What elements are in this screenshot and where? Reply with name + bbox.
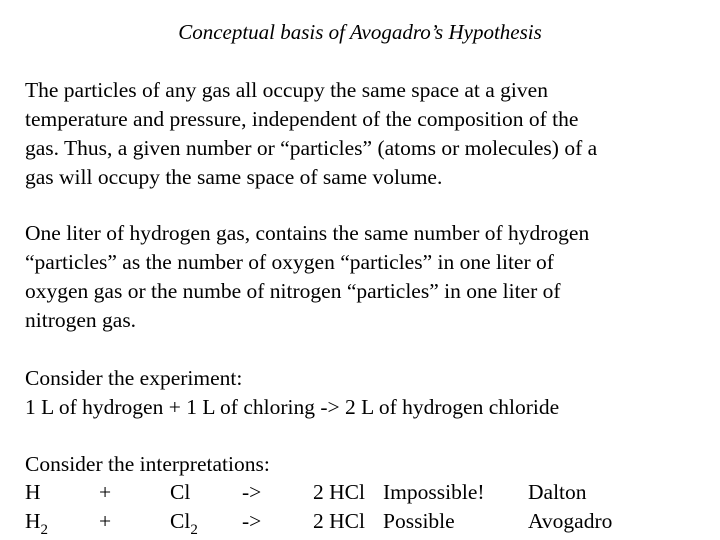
plus-sign: + <box>99 480 112 504</box>
reaction-arrow: -> <box>242 509 262 533</box>
reactant-hydrogen: H <box>25 480 41 504</box>
slide-title: Conceptual basis of Avogadro’s Hypothesis <box>178 20 542 44</box>
paragraph-one-liter <box>25 219 695 335</box>
reactant-chlorine: Cl <box>170 480 191 504</box>
experiment-section <box>25 364 695 422</box>
text-line: temperature and pressure, independent of the composition of the <box>25 107 579 131</box>
reactant-chlorine: $Cl_2$ <box>170 509 198 538</box>
scientist-name: Dalton <box>528 480 587 504</box>
interpretations-heading-block <box>25 450 695 479</box>
text-line: oxygen gas or the numbe of nitrogen “particles” in one liter of <box>25 279 561 303</box>
text-line: gas will occupy the same space of same volume. <box>25 165 443 189</box>
text-line: The particles of any gas all occupy the same space at a given <box>25 78 548 102</box>
verdict: Impossible! <box>383 480 485 504</box>
subscript: 2 <box>40 522 49 538</box>
text-line: One liter of hydrogen gas, contains the same number of hydrogen <box>25 221 590 245</box>
experiment-heading: Consider the experiment: <box>25 366 243 390</box>
subscript: 2 <box>190 522 198 538</box>
plus-sign: + <box>99 509 112 533</box>
experiment-equation: 1 L of hydrogen + 1 L of chloring -> 2 L of hydrogen chloride <box>25 395 560 419</box>
product: 2 HCl <box>313 480 365 504</box>
product: 2 HCl <box>313 509 365 533</box>
paragraph-particles-space <box>25 76 695 192</box>
interpretations-heading: Consider the interpretations: <box>25 452 270 476</box>
interpretation-row-avogadro <box>25 507 715 536</box>
text-line: “particles” as the number of oxygen “particles” in one liter of <box>25 250 554 274</box>
verdict: Possible <box>383 509 455 533</box>
reaction-arrow: -> <box>242 480 262 504</box>
text-line: nitrogen gas. <box>25 308 137 332</box>
reactant-hydrogen: $H_2$ <box>25 509 49 538</box>
scientist-name: Avogadro <box>528 509 613 533</box>
interpretation-row-dalton <box>25 478 715 507</box>
text-line: gas. Thus, a given number or “particles” (atoms or molecules) of a <box>25 136 598 160</box>
